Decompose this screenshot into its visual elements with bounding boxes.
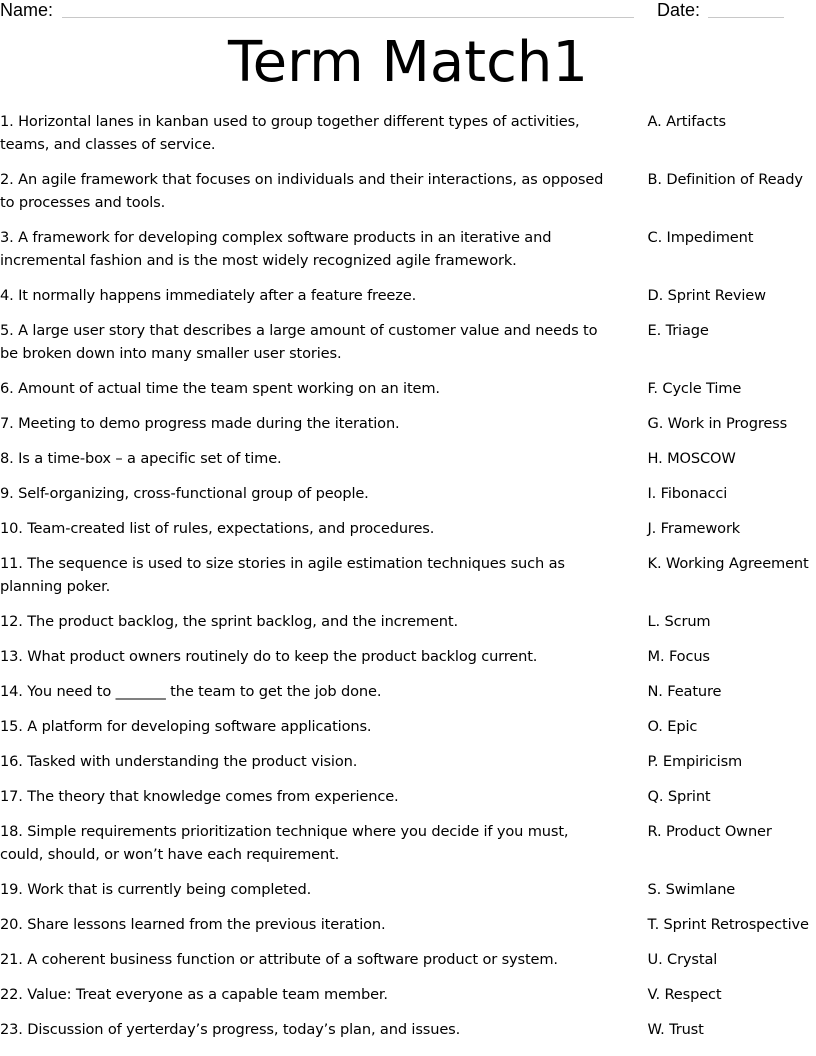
list-item [0, 319, 816, 365]
clue-text: 2. An agile framework that focuses on individuals and their interactions, as opposed to processes and tools. [0, 171, 604, 211]
list-item [0, 715, 816, 738]
clue-text: 1. Horizontal lanes in kanban used to group together different types of activities, teams, and classes of service. [0, 113, 580, 153]
answer-option: I. Fibonacci [647, 485, 728, 502]
date-blank-line [708, 17, 784, 18]
list-item [0, 913, 816, 936]
answer-option: C. Impediment [647, 229, 754, 246]
clue-text: 21. A coherent business function or attribute of a software product or system. [0, 951, 558, 968]
clue-text: 16. Tasked with understanding the product vision. [0, 753, 358, 770]
answer-option: A. Artifacts [647, 113, 726, 130]
list-item [0, 226, 816, 272]
answer-option: N. Feature [647, 683, 722, 700]
list-item [0, 750, 816, 773]
list-item [0, 447, 816, 470]
clue-text: 19. Work that is currently being completed. [0, 881, 312, 898]
clue-text: 7. Meeting to demo progress made during the iteration. [0, 415, 400, 432]
clue-text: 5. A large user story that describes a large amount of customer value and needs to be broken down into many smaller user stories. [0, 322, 598, 362]
answer-option: K. Working Agreement [647, 555, 809, 572]
list-item [0, 552, 816, 598]
list-item [0, 1018, 816, 1041]
list-item [0, 517, 816, 540]
header [0, 0, 816, 26]
list-item [0, 680, 816, 703]
clue-text: 14. You need to _______ the team to get the job done. [0, 683, 382, 700]
answer-option: O. Epic [647, 718, 698, 735]
clue-text: 6. Amount of actual time the team spent working on an item. [0, 380, 440, 397]
answer-option: P. Empiricism [647, 753, 743, 770]
clue-text: 18. Simple requirements prioritization technique where you decide if you must, could, should, or won’t have each requirement. [0, 823, 569, 863]
list-item [0, 948, 816, 971]
answer-option: B. Definition of Ready [647, 171, 803, 188]
list-item [0, 482, 816, 505]
list-item [0, 412, 816, 435]
answer-option: L. Scrum [647, 613, 711, 630]
answer-option: Q. Sprint [647, 788, 711, 805]
list-item [0, 284, 816, 307]
clue-text: 11. The sequence is used to size stories in agile estimation techniques such as planning poker. [0, 555, 565, 595]
list-item [0, 820, 816, 866]
answer-option: G. Work in Progress [647, 415, 788, 432]
answer-option: M. Focus [647, 648, 710, 665]
answer-option: U. Crystal [647, 951, 718, 968]
answer-option: T. Sprint Retrospective [647, 916, 809, 933]
term-match-list [0, 110, 816, 1053]
clue-text: 13. What product owners routinely do to keep the product backlog current. [0, 648, 538, 665]
list-item [0, 878, 816, 901]
list-item [0, 645, 816, 668]
clue-text: 12. The product backlog, the sprint backlog, and the increment. [0, 613, 458, 630]
date-label: Date: [657, 0, 701, 20]
name-blank-line [62, 17, 634, 18]
answer-option: F. Cycle Time [647, 380, 742, 397]
clue-text: 9. Self-organizing, cross-functional group of people. [0, 485, 369, 502]
list-item [0, 377, 816, 400]
answer-option: R. Product Owner [647, 823, 772, 840]
list-item [0, 785, 816, 808]
clue-text: 3. A framework for developing complex software products in an iterative and incremental fashion and is the most widely recognized agile framework. [0, 229, 552, 269]
clue-text: 22. Value: Treat everyone as a capable team member. [0, 986, 388, 1003]
answer-option: J. Framework [647, 520, 741, 537]
answer-option: H. MOSCOW [647, 450, 736, 467]
clue-text: 4. It normally happens immediately after a feature freeze. [0, 287, 417, 304]
name-label: Name: [0, 0, 54, 20]
list-item [0, 110, 816, 156]
clue-text: 20. Share lessons learned from the previous iteration. [0, 916, 386, 933]
answer-option: E. Triage [647, 322, 709, 339]
clue-text: 8. Is a time-box – a apecific set of time. [0, 450, 282, 467]
list-item [0, 168, 816, 214]
clue-text: 17. The theory that knowledge comes from experience. [0, 788, 399, 805]
clue-text: 10. Team-created list of rules, expectations, and procedures. [0, 520, 435, 537]
answer-option: W. Trust [647, 1021, 704, 1038]
list-item [0, 610, 816, 633]
clue-text: 15. A platform for developing software applications. [0, 718, 372, 735]
clue-text: 23. Discussion of yerterday’s progress, today’s plan, and issues. [0, 1021, 461, 1038]
page-title: Term Match1 [227, 30, 589, 95]
answer-option: D. Sprint Review [647, 287, 766, 304]
answer-option: S. Swimlane [647, 881, 736, 898]
answer-option: V. Respect [647, 986, 722, 1003]
list-item [0, 983, 816, 1006]
